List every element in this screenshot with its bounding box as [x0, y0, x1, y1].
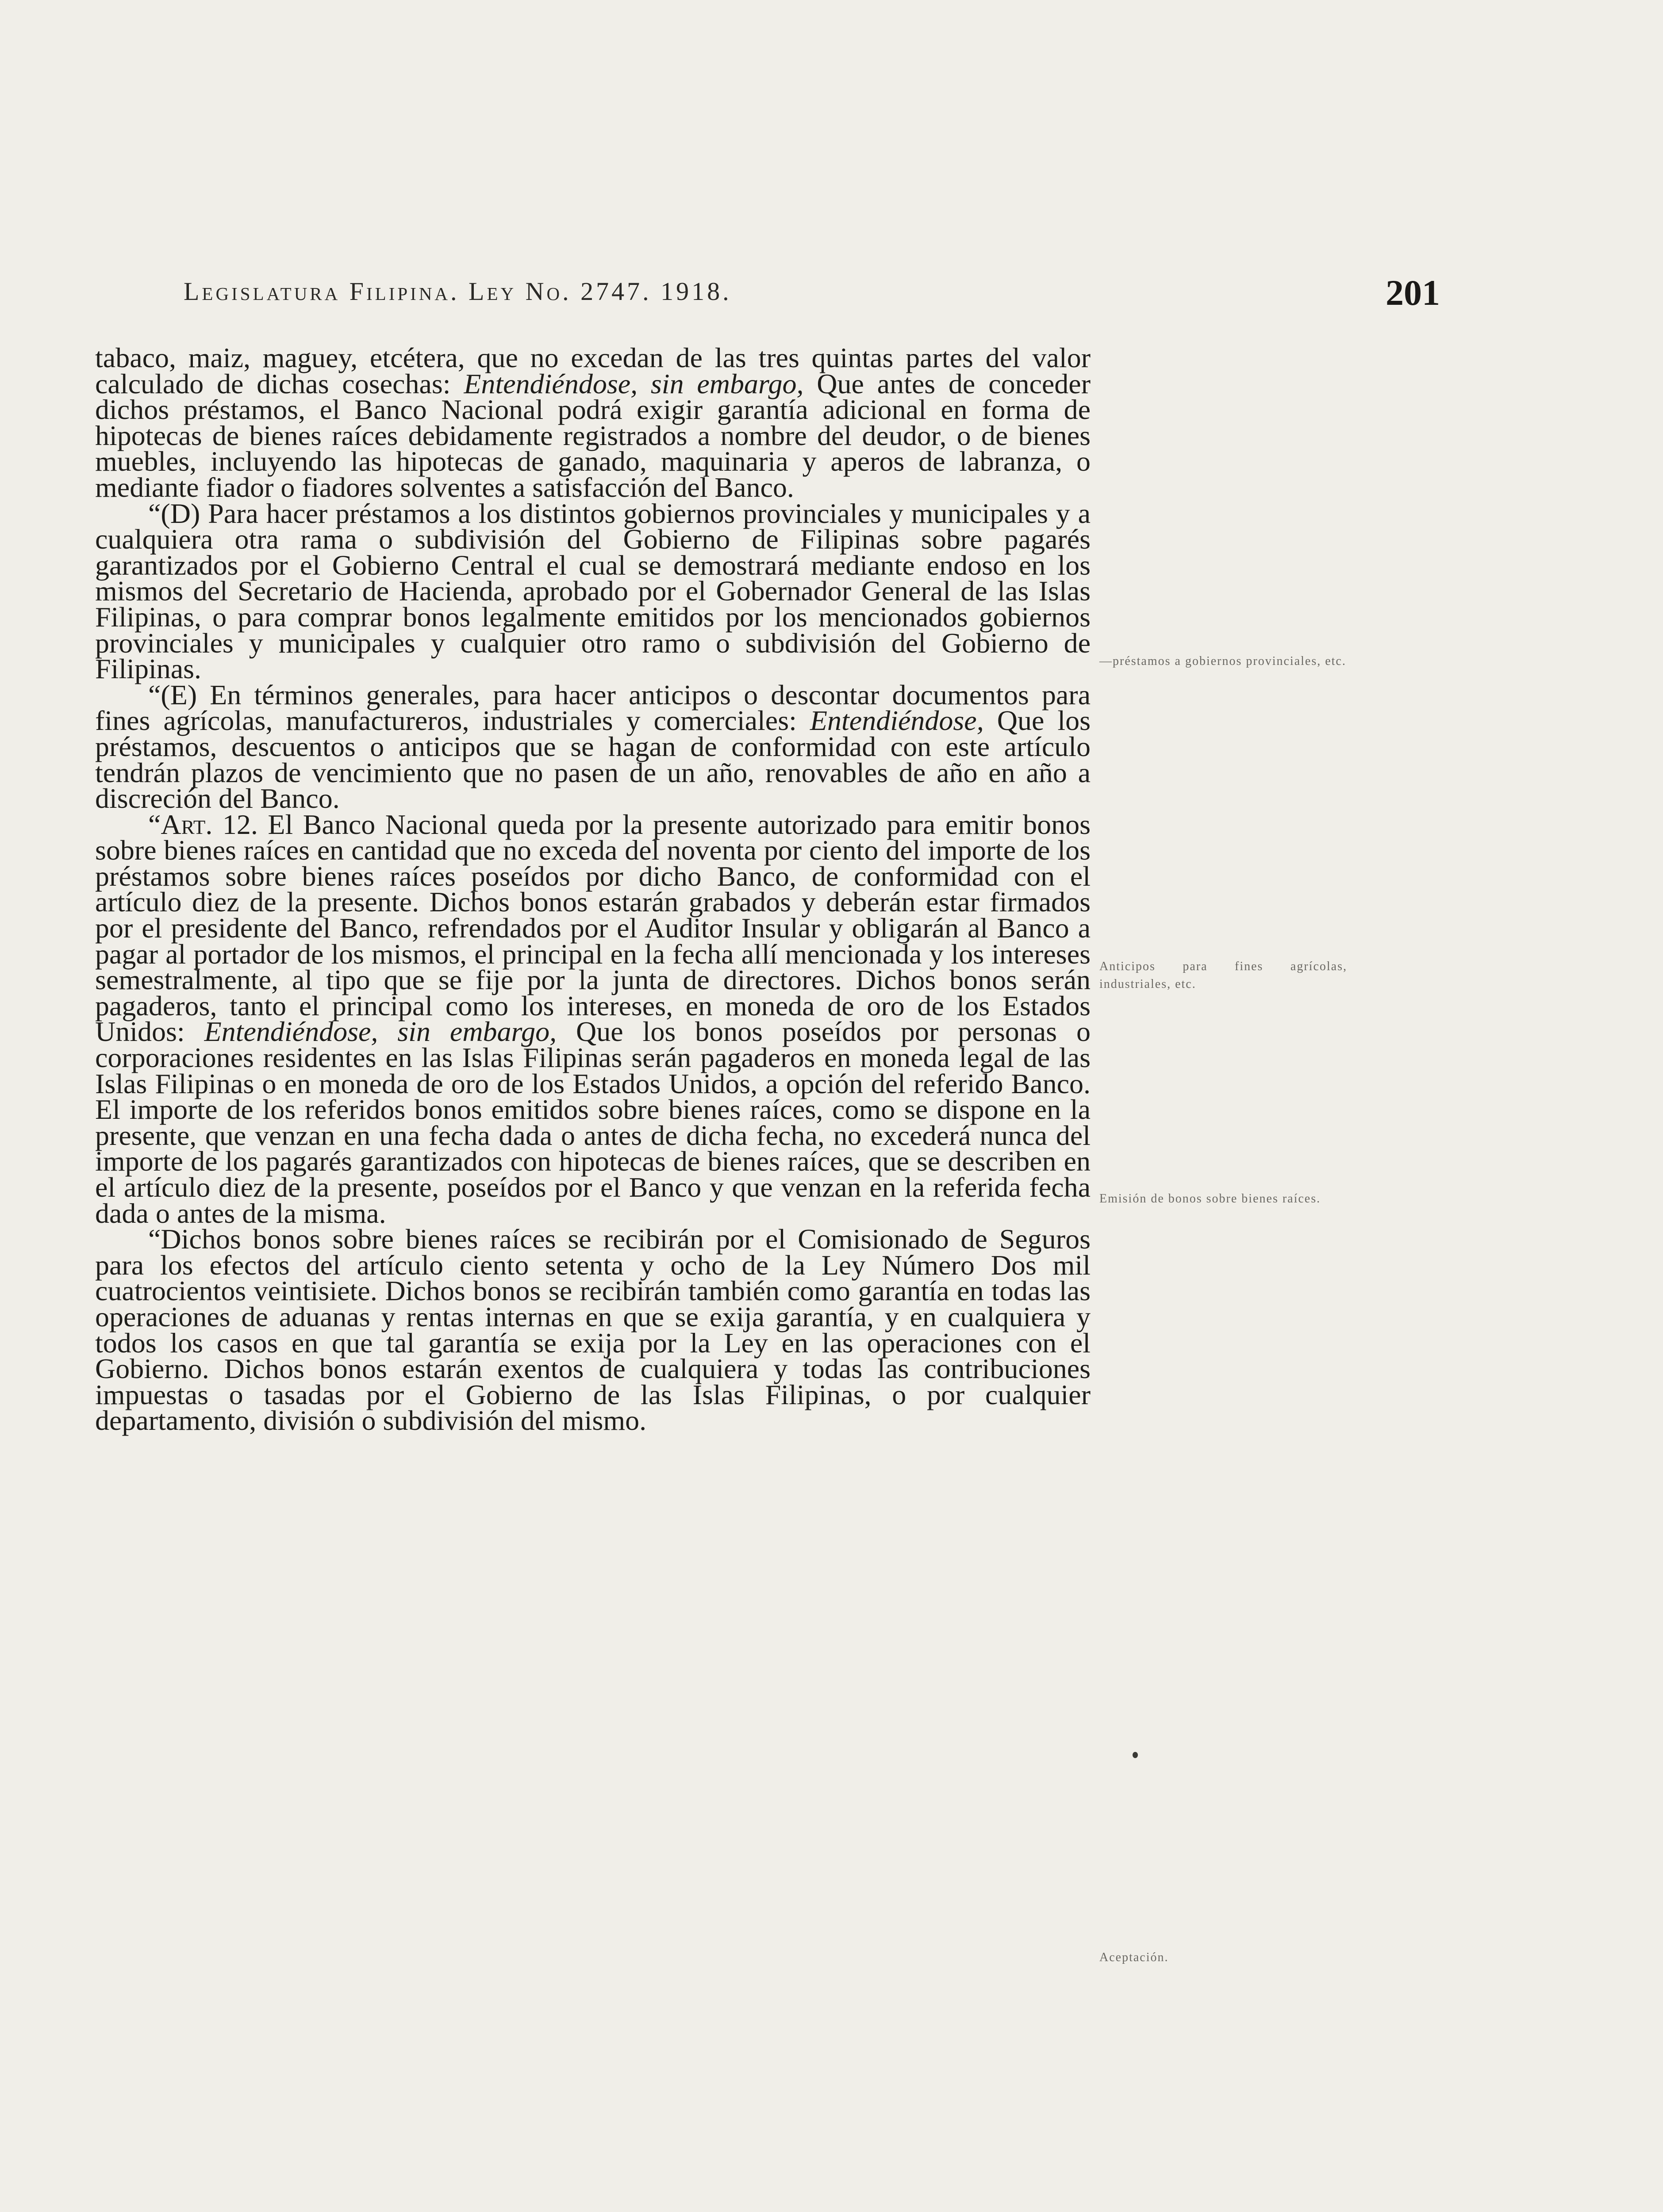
- paragraph-article-12: “Art. 12. El Banco Nacional queda por la presente autorizado para emitir bonos sobre bienes raíces en cantidad que no exceda del noventa por ciento del importe de los préstamos sobre bienes raíces poseídos por dicho Banco, de conformidad con el artículo diez de la presente. Dichos bonos estarán grabados y deberán estar firmados por el presidente del Banco, refrendados por el Auditor Insular y obligarán al Banco a pagar al portador de los mismos, el principal en la fecha allí mencionada y los intereses semestralmente, al tipo que se fije por la junta de directores. Dichos bonos serán pagaderos, tanto el principal como los intereses, en moneda de oro de los Estados Unidos: Entendiéndose, sin embargo, Que los bonos poseídos por personas o corporaciones residentes en las Islas Filipinas serán pagaderos en moneda legal de las Islas Filipinas o en moneda de oro de los Estados Unidos, a opción del referido Banco. El importe de los referidos bonos emitidos sobre bienes raíces, como se dispone en la presente, que venzan en una fecha dada o antes de dicha fecha, no excederá nunca del importe de los pagarés garantizados con hipotecas de bienes raíces, que se describen en el artículo diez de la presente, poseídos por el Banco y que venzan en la referida fecha dada o antes de la misma.: [95, 808, 1091, 1229]
- article-label: “Art.: [148, 808, 213, 840]
- running-head: Legislatura Filipina. Ley No. 2747. 1918.: [184, 277, 732, 306]
- paragraph-continuation: tabaco, maiz, maguey, etcétera, que no excedan de las tres quintas partes del valor calculado de dichas cosechas: Entendiéndose, sin embargo, Que antes de conceder dichos préstamos, el Banco Nacional podrá exigir garantía adicional en forma de hipotecas de bienes raíces debidamente registrados a nombre del deudor, o de bienes muebles, incluyendo las hipotecas de ganado, maquinaria y aperos de labranza, o mediante fiador o fiadores solventes a satisfacción del Banco.: [95, 342, 1091, 503]
- margin-note-aceptacion: Aceptación.: [1099, 1951, 1169, 1964]
- italic-proviso: Entendiéndose, sin embargo,: [204, 1016, 557, 1048]
- body-text: [95, 342, 1091, 1436]
- margin-note-anticipos: Anticipos para fines agrícolas, industriales, etc.: [1099, 960, 1347, 991]
- margin-note-prestamos: —préstamos a gobiernos provinciales, etc.: [1099, 654, 1346, 668]
- paragraph-e: “(E) En términos generales, para hacer anticipos o descontar documentos para fines agrícolas, manufactureros, industriales y comerciales: Entendiéndose, Que los préstamos, descuentos o anticipos que se hagan de conformidad con este artículo tendrán plazos de vencimiento que no pasen de un año, renovables de año en año a discreción del Banco.: [95, 679, 1091, 814]
- ink-speck: [1133, 1752, 1138, 1758]
- paragraph-d: “(D) Para hacer préstamos a los distintos gobiernos provinciales y municipales y a cualquiera otra rama o subdivisión del Gobierno de Filipinas sobre pagarés garantizados por el Gobierno Central el cual se demostrará mediante endoso en los mismos del Secretario de Hacienda, aprobado por el Gobernador General de las Islas Filipinas, o para comprar bonos legalmente emitidos por los mencionados gobiernos provinciales y municipales y cualquier otro ramo o subdivisión del Gobierno de Filipinas.: [95, 497, 1091, 685]
- paragraph-bonds-acceptance: “Dichos bonos sobre bienes raíces se recibirán por el Comisionado de Seguros para los efectos del artículo ciento setenta y ocho de la Ley Número Dos mil cuatrocientos veintisiete. Dichos bonos se recibirán también como garantía en todas las operaciones de aduanas y rentas internas en que se exija garantía, y en cualquiera y todos los casos en que tal garantía se exija por la Ley en las operaciones con el Gobierno. Dichos bonos estarán exentos de cualquiera y todas las contribuciones impuestas o tasadas por el Gobierno de las Islas Filipinas, o por cualquier departamento, división o subdivisión del mismo.: [95, 1223, 1091, 1436]
- page-header: [184, 272, 1440, 321]
- italic-proviso: Entendiéndose, sin embargo,: [464, 368, 804, 399]
- page-number: 201: [1386, 273, 1440, 313]
- margin-note-emision: Emisión de bonos sobre bienes raíces.: [1099, 1192, 1321, 1206]
- italic-proviso: Entendiéndose,: [810, 705, 984, 737]
